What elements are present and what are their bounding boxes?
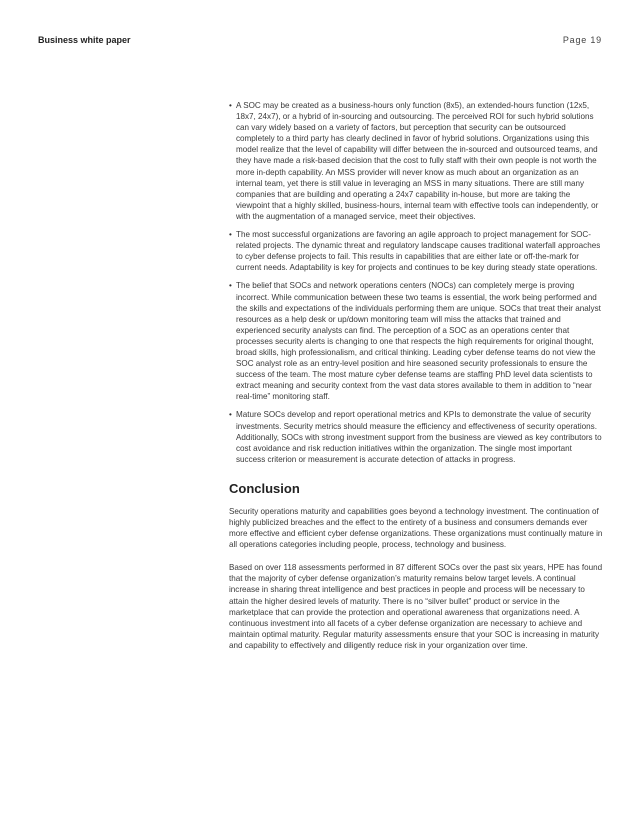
bullet-item-metrics: • Mature SOCs develop and report operational metrics and KPIs to demonstrate the value of security investments. Security metrics should measure the efficiency and effectiveness of security operations. Additionally, SOCs with strong investment support from the business are viewed as key contributors to cost avoidance and risk reduction initiatives within the organization. The single most important success criterion or measurement is accurate detection of attacks in progress. [229,409,603,464]
section-heading-conclusion: Conclusion [229,480,300,496]
bullet-list [229,100,603,465]
bullet-item-agile: • The most successful organizations are favoring an agile approach to project management for SOC-related projects. The dynamic threat and regulatory landscape causes traditional waterfall approaches to cyber defense projects to fail. This results in capabilities that are either late or off-the-mark for current needs. Adaptability is key for projects and continues to be key during steady state operations. [229,229,603,273]
conclusion-paragraph: Security operations maturity and capabilities goes beyond a technology investment. The continuation of highly publicized breaches and the effect to the entirety of a business and consumers demands ever more effective and efficient cyber defense organizations. These organizations must continually mature in all operations categories including people, process, technology and business. [229,506,603,550]
document-type-label: Business white paper [38,35,131,45]
bullet-item-soc-hours: • A SOC may be created as a business-hours only function (8x5), an extended-hours function (12x5, 18x7, 24x7), or a hybrid of in-sourcing and outsourcing. The perceived ROI for such hybrid solutions can vary widely based on a variety of factors, but perception that security can be outsourced completely to a third party has clearly declined in favor of hybrid solutions. Organizations using this model realize that the level of capability will differ between the in-sourced and outsourced teams, and they have made a risk-based decision that the cost to fully staff with their own people is not worth the more in-depth capability. An MSS provider will never know as much about an organization as an internal team, yet there is still value in leveraging an MSS in many situations. There are still many companies that are building and operating a 24x7 capability in-house, but more are taking the viewpoint that a highly skilled, business-hours, internal team with effective tools can independently, or with the augmentation of a managed service, meet their objectives. [229,100,603,222]
bullet-item-soc-noc: • The belief that SOCs and network operations centers (NOCs) can completely merge is proving incorrect. While communication between these two teams is essential, the work being performed and the skills and expectations of the individuals performing them are unique. SOCs that treat their analyst resources as a help desk or up/down monitoring team will miss the attacks that trained and experienced security analysts can find. The perception of a SOC as an operations center that processes security alerts is changing to one that respects the high requirements for original thought, broad skills, high professionalism, and critical thinking. Leading cyber defense teams do not view the SOC analyst role as an entry-level position and hire seasoned security professionals to ensure the success of the team. The most mature cyber defense teams are staffing PhD level data scientists to extract meaning and security context from the vast data stores available to them in addition to “near real-time” monitoring staff. [229,280,603,402]
page-number: Page 19 [562,35,602,45]
conclusion-paragraph: Based on over 118 assessments performed in 87 different SOCs over the past six years, HPE has found that the majority of cyber defense organization’s maturity remains below target levels. A continual increase in sharing threat intelligence and best practices in people and process will be necessary to attain the higher desired levels of maturity. There is no “silver bullet” product or service in the marketplace that can provide the protection and operational awareness that organizations need. A continuous investment into all facets of a cyber defense organization are necessary to achieve and maintain optimal maturity. Regular maturity assessments ensure that your SOC is increasing in maturity and capability to effectively and diligently reduce risk in your organization over time. [229,563,603,650]
main-content [229,100,603,663]
